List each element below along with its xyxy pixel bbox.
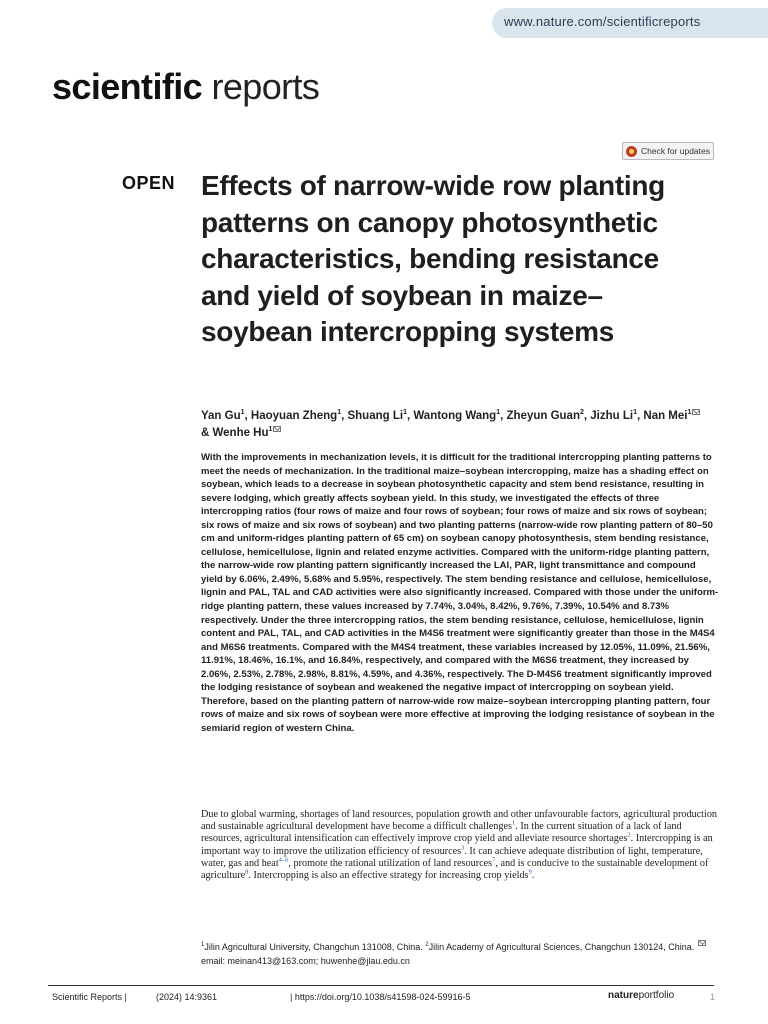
check-for-updates-label: Check for updates bbox=[641, 146, 710, 156]
reference-link[interactable]: 7 bbox=[492, 856, 496, 864]
author-separator: , bbox=[341, 410, 348, 422]
affiliation-2: Jilin Academy of Agricultural Sciences, Changchun 130124, China. bbox=[428, 942, 697, 952]
author-name[interactable]: Haoyuan Zheng bbox=[250, 410, 338, 422]
author-separator: , bbox=[244, 410, 251, 422]
footer-divider bbox=[48, 985, 714, 986]
footer-doi-link[interactable]: | https://doi.org/10.1038/s41598-024-59916-5 bbox=[290, 992, 471, 1002]
author-separator: , bbox=[583, 410, 591, 422]
author-affiliation-sup: 1 bbox=[496, 409, 501, 417]
author-name[interactable]: Yan Gu bbox=[201, 410, 241, 422]
author-name[interactable]: Shuang Li bbox=[347, 410, 404, 422]
article-title: Effects of narrow-wide row planting patterns on canopy photosynthetic characteristics, bending resistance and yield of soybean in maize–soybean intercropping systems bbox=[201, 170, 665, 347]
page-number: 1 bbox=[710, 992, 716, 1002]
author-separator: , bbox=[406, 410, 414, 422]
affiliation-sup-2: 2 bbox=[425, 942, 429, 948]
logo-reports: reports bbox=[211, 66, 320, 107]
reference-link[interactable]: 4–6 bbox=[278, 856, 289, 864]
intro-text-segment: . bbox=[531, 870, 535, 882]
introduction-paragraph bbox=[201, 809, 720, 882]
affiliation-1: Jilin Agricultural University, Changchun 131008, China. bbox=[204, 942, 426, 952]
reference-link[interactable]: 8 bbox=[245, 868, 249, 876]
author-name[interactable]: Jizhu Li bbox=[590, 410, 634, 422]
author-name[interactable]: Nan Mei bbox=[643, 410, 688, 422]
intro-text-segment: . Intercropping is an important way to improve the utilization efficiency of resources bbox=[201, 833, 713, 857]
intro-text-segment: . Intercropping is also an effective strategy for increasing crop yields bbox=[248, 870, 529, 882]
affiliations bbox=[201, 940, 718, 968]
author-separator: & bbox=[201, 427, 213, 439]
author-name[interactable]: Zheyun Guan bbox=[506, 410, 580, 422]
journal-url-link[interactable]: www.nature.com/scientificreports bbox=[504, 14, 701, 29]
publisher-bold: nature bbox=[608, 990, 639, 1001]
author-separator: , bbox=[637, 410, 644, 422]
footer-citation: (2024) 14:9361 bbox=[156, 992, 218, 1002]
footer-journal: Scientific Reports | bbox=[52, 992, 127, 1002]
publisher-light: portfolio bbox=[638, 990, 675, 1001]
crossmark-icon bbox=[626, 146, 637, 157]
reference-link[interactable]: 3 bbox=[461, 844, 465, 852]
publisher-logo bbox=[608, 990, 674, 1001]
intro-text-segment: . It can achieve adequate distribution of light, temperature, water, gas and heat bbox=[201, 845, 703, 869]
check-for-updates-button[interactable] bbox=[622, 142, 714, 160]
author-affiliation-sup: 2 bbox=[579, 409, 584, 417]
affiliation-sup-1: 1 bbox=[201, 942, 205, 948]
author-name[interactable]: Wenhe Hu bbox=[212, 427, 269, 439]
author-affiliation-sup: 1 bbox=[633, 409, 637, 417]
reference-link[interactable]: 9 bbox=[528, 868, 532, 876]
author-affiliation-sup: 1 bbox=[403, 409, 407, 417]
reference-link[interactable]: 1 bbox=[511, 819, 516, 827]
author-affiliation-sup: 1 bbox=[268, 426, 273, 434]
reference-link[interactable]: 2 bbox=[627, 832, 631, 840]
author-affiliation-sup: 1 bbox=[337, 409, 342, 417]
intro-text-segment: Due to global warming, shortages of land resources, population growth and other unfavourable factors, agricultural production and sustainable agricultural development have become a difficult challenges bbox=[201, 809, 718, 833]
logo-scientific: scientific bbox=[52, 66, 203, 107]
email-icon[interactable] bbox=[273, 426, 281, 432]
author-list bbox=[201, 408, 701, 442]
open-access-label: OPEN bbox=[122, 173, 176, 193]
author-affiliation-sup: 1 bbox=[240, 409, 245, 417]
author-affiliation-sup: 1 bbox=[687, 409, 692, 417]
email-icon bbox=[698, 940, 706, 946]
author-separator: , bbox=[500, 410, 507, 422]
journal-logo bbox=[52, 66, 319, 108]
email-icon[interactable] bbox=[692, 409, 700, 415]
intro-text-segment: , promote the rational utilization of land resources bbox=[288, 857, 493, 869]
intro-text-segment: , and is conducive to the sustainable development of agriculture bbox=[201, 857, 709, 882]
abstract: With the improvements in mechanization levels, it is difficult for the traditional intercropping planting patterns to meet the needs of mechanization. In the traditional maize–soybean intercropping, maize has a shading effect on soybean, which leads to a decrease in soybean photosynthetic capacity and stem bend resistance, resulting in severe lodging, which greatly affects soybean yield. In this study, we investigated the effects of three intercropping ratios (four rows of maize and four rows of soybean; four rows of maize and six rows of soybean; six rows of maize and six rows of soybean) and two planting patterns (narrow-wide row planting pattern of 80–50 cm and uniform-ridges planting pattern of 65 cm) on soybean canopy photosynthesis, stem bending resistance, cellulose, hemicellulose, lignin and related enzyme activities. Compared with the uniform-ridge planting pattern, the narrow-wide row planting pattern significantly increased the LAI, PAR, light transmittance and compound yield by 6.06%, 2.49%, 5.68% and 5.95%, respectively. The stem bending resistance and cellulose, hemicellulose, lignin and PAL, TAL and CAD activities were also significantly increased. Compared with those under the uniform-ridge planting pattern, these values increased by 7.74%, 3.04%, 8.42%, 9.76%, 7.39%, 10.54% and 8.73% respectively. Under the three intercropping ratios, the stem bending resistance, cellulose, hemicellulose, lignin content and PAL, TAL, and CAD activities in the M4S6 treatment were significantly greater than those in the M4S4 and M6S6 treatments. Compared with the M4S4 treatment, these variables increased by 12.05%, 11.09%, 21.56%, 11.91%, 18.46%, 16.1%, and 16.84%, respectively, and compared with the M6S6 treatment, they increased by 2.06%, 2.53%, 2.78%, 2.98%, 8.81%, 4.59%, and 4.36%, respectively. The D-M4S6 treatment significantly improved the lodging resistance of soybean and weakened the negative impact of intercropping on soybean yield. Therefore, based on the planting pattern of narrow-wide row maize–soybean intercropping planting pattern, four rows of maize and six rows of soybean were more effective at improving the lodging resistance of soybean in the semiarid region of western China. bbox=[201, 452, 719, 734]
correspondence-email[interactable]: email: meinan413@163.com; huwenhe@jlau.edu.cn bbox=[201, 955, 410, 966]
intro-text-segment: . In the current situation of a lack of land resources, agricultural intensification can effectively improve crop yield and alleviate resource shortages bbox=[201, 821, 682, 845]
author-name[interactable]: Wantong Wang bbox=[413, 410, 497, 422]
